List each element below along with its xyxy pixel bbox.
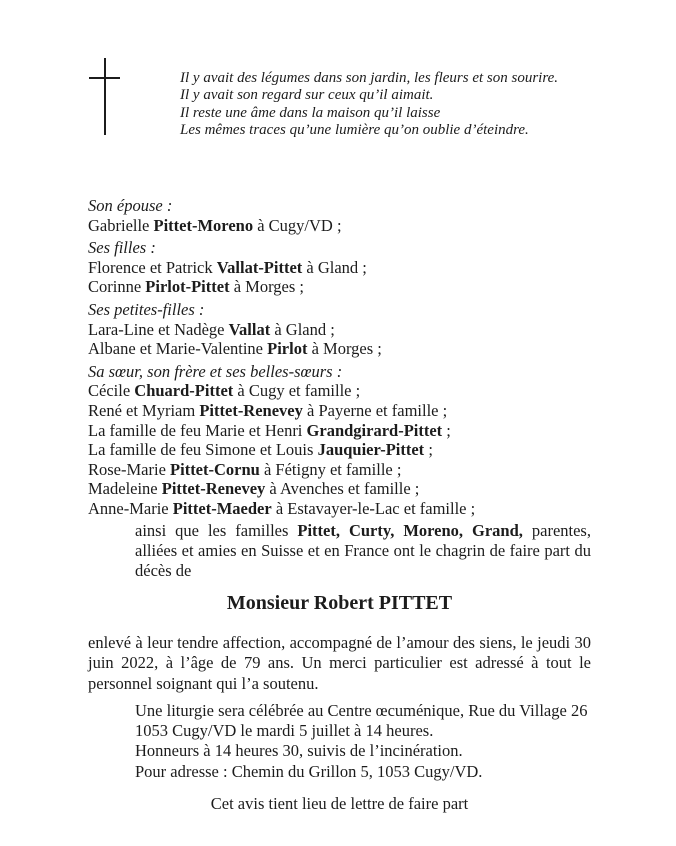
relative-line (88, 499, 591, 519)
ceremony-line: Pour adresse : Chemin du Grillon 5, 1053 Cugy/VD. (135, 761, 483, 781)
family-name-bold: Vallat (228, 319, 271, 339)
text-segment: Anne-Marie (88, 498, 173, 518)
family-name-bold: Pittet-Renevey (161, 479, 266, 499)
text-segment: ; (424, 440, 433, 460)
text-segment: René et Myriam (88, 400, 200, 420)
text-segment: Albane et Marie-Valentine (88, 339, 268, 359)
text-segment: à Fétigny et famille ; (259, 459, 402, 479)
relative-line (88, 401, 591, 421)
closing-notice: Cet avis tient lieu de lettre de faire part (210, 794, 469, 814)
family-name-bold: Pittet-Moreno (153, 215, 254, 235)
text-segment: à Gland ; (270, 319, 335, 339)
death-announcement-paragraph: enlevé à leur tendre affection, accompagné de l’amour des siens, le jeudi 30 juin 2022, à l’âge de 79 ans. Un merci particulier est adressé à tout le personnel soignant qui l’a soutenu. (88, 632, 591, 693)
relatives-section-heading: Son épouse : (88, 196, 173, 215)
ceremony-line: Une liturgie sera célébrée au Centre œcuménique, Rue du Village 26 (135, 700, 588, 720)
text-segment: à Gland ; (302, 257, 367, 277)
text-segment: La famille de feu Marie et Henri (88, 420, 307, 440)
family-name-bold: Grandgirard-Pittet (306, 420, 443, 440)
relatives-section-heading: Sa sœur, son frère et ses belles-sœurs : (88, 361, 343, 381)
text-segment: ainsi que les familles (135, 520, 298, 540)
relatives-section (88, 362, 591, 519)
ceremony-line: Honneurs à 14 heures 30, suivis de l’incinération. (135, 741, 463, 761)
epitaph-line: Il reste une âme dans la maison qu’il laisse (180, 104, 441, 121)
relatives-section (88, 300, 591, 359)
text-segment: à Morges ; (229, 277, 304, 297)
text-segment: Rose-Marie (88, 459, 171, 479)
cross-horizontal-bar (89, 77, 120, 79)
text-segment: à Estavayer-le-Lac et famille ; (271, 498, 476, 518)
family-name-bold: Pirlot (267, 339, 308, 359)
text-segment: Cécile (88, 381, 135, 401)
text-segment: Corinne (88, 277, 146, 297)
document-content (88, 0, 591, 814)
relative-line (88, 258, 591, 278)
family-name-bold: Pittet-Maeder (172, 498, 272, 518)
cross-vertical-bar (104, 58, 106, 135)
family-name-bold: Pittet, Curty, Moreno, Grand, (297, 520, 523, 540)
family-name-bold: Jauquier-Pittet (317, 440, 425, 460)
relative-line (88, 421, 591, 441)
relative-line (88, 277, 591, 297)
text-segment: Florence et Patrick (88, 257, 217, 277)
relative-line (88, 460, 591, 480)
relatives-section (88, 196, 591, 235)
families-paragraph (88, 521, 591, 581)
text-segment: à Morges ; (307, 339, 382, 359)
text-segment: Lara-Line et Nadège (88, 319, 229, 339)
relative-line (88, 339, 591, 359)
relatives-list (88, 196, 591, 519)
epitaph-line: Il y avait son regard sur ceux qu’il aimait. (180, 87, 434, 104)
latin-cross-icon (89, 58, 122, 135)
family-name-bold: Pittet-Renevey (199, 400, 303, 420)
family-name-bold: Pirlot-Pittet (145, 277, 230, 297)
text-segment: La famille de feu Simone et Louis (88, 440, 318, 460)
family-name-bold: Vallat-Pittet (216, 257, 303, 277)
relative-line (88, 479, 591, 499)
ceremony-line: 1053 Cugy/VD le mardi 5 juillet à 14 heures. (135, 721, 434, 741)
text-segment: à Avenches et famille ; (265, 479, 420, 499)
deceased-name-title: Monsieur Robert PITTET (226, 591, 453, 614)
relatives-section (88, 238, 591, 297)
relatives-section-heading: Ses petites-filles : (88, 299, 205, 319)
relative-line (88, 381, 591, 401)
family-name-bold: Chuard-Pittet (134, 381, 234, 401)
relative-line (88, 440, 591, 460)
epitaph-quote (180, 0, 591, 140)
epitaph-line: Il y avait des légumes dans son jardin, les fleurs et son sourire. (180, 70, 559, 86)
text-segment: à Payerne et famille ; (302, 400, 448, 420)
relative-line (88, 216, 591, 236)
epitaph-line: Les mêmes traces qu’une lumière qu’on oublie d’éteindre. (180, 122, 529, 139)
document-header (88, 0, 591, 140)
text-segment: ; (442, 420, 451, 440)
relative-line (88, 320, 591, 340)
text-segment: à Cugy/VD ; (253, 215, 342, 235)
family-name-bold: Pittet-Cornu (170, 459, 260, 479)
text-segment: à Cugy et famille ; (233, 381, 361, 401)
relatives-section-heading: Ses filles : (88, 238, 156, 258)
text-segment: Madeleine (88, 479, 162, 499)
text-segment: Gabrielle (88, 215, 154, 235)
text-segment: parentes, alliées et amies en Suisse et en France ont le chagrin de faire part du décès de (135, 520, 591, 580)
ceremony-details (135, 701, 591, 783)
